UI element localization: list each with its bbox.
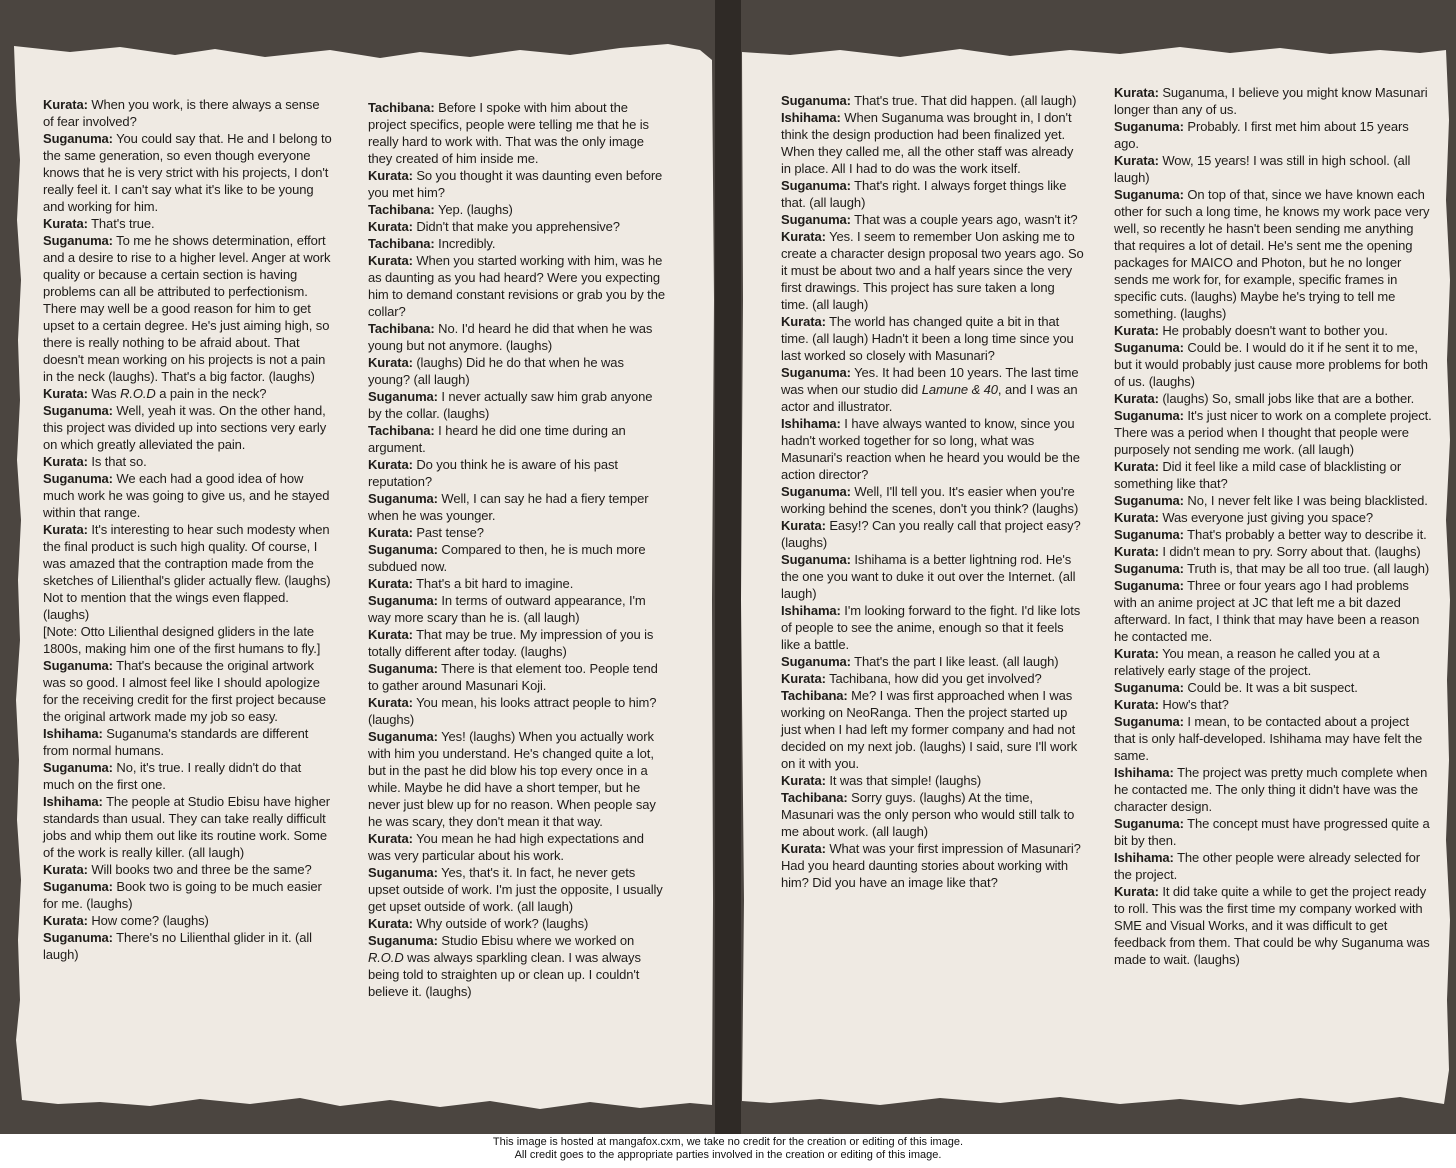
dialogue-text: The world has changed quite a bit in that time. (all laugh) Hadn't it been a long time since you last worked so closely with Masunari? bbox=[781, 314, 1074, 363]
dialogue-line bbox=[43, 215, 333, 232]
speaker-name: Kurata: bbox=[781, 314, 826, 329]
dialogue-line bbox=[368, 490, 665, 524]
speaker-name: Suganuma: bbox=[368, 865, 438, 880]
speaker-name: Kurata: bbox=[368, 219, 413, 234]
speaker-name: Ishihama: bbox=[781, 603, 841, 618]
speaker-name: Ishihama: bbox=[43, 794, 103, 809]
dialogue-text: There is that element too. People tend to gather around Masunari Koji. bbox=[368, 661, 658, 693]
speaker-name: Suganuma: bbox=[781, 552, 851, 567]
speaker-name: Kurata: bbox=[43, 454, 88, 469]
dialogue-line bbox=[781, 211, 1084, 228]
speaker-name: Tachibana: bbox=[781, 790, 848, 805]
dialogue-line bbox=[781, 653, 1084, 670]
dialogue-line bbox=[368, 354, 665, 388]
dialogue-text: Was everyone just giving you space? bbox=[1158, 510, 1373, 525]
dialogue-text: Incredibly. bbox=[434, 236, 496, 251]
dialogue-line bbox=[1114, 696, 1432, 713]
dialogue-text: That may be true. My impression of you is totally different after today. (laughs) bbox=[368, 627, 654, 659]
dialogue-text: Well, I'll tell you. It's easier when you're working behind the scenes, don't you think? (laughs) bbox=[781, 484, 1079, 516]
speaker-name: Kurata: bbox=[43, 913, 88, 928]
left-page-column-1 bbox=[43, 96, 333, 963]
dialogue-line bbox=[781, 789, 1084, 840]
dialogue-line bbox=[43, 929, 333, 963]
dialogue-line bbox=[781, 551, 1084, 602]
dialogue-line bbox=[781, 517, 1084, 551]
credit-line-2: All credit goes to the appropriate parties involved in the creation or editing of this image. bbox=[514, 1149, 942, 1161]
speaker-name: Kurata: bbox=[368, 916, 413, 931]
dialogue-text: You mean, his looks attract people to him? (laughs) bbox=[368, 695, 657, 727]
speaker-name: Kurata: bbox=[1114, 884, 1159, 899]
dialogue-text: Probably. I first met him about 15 years ago. bbox=[1114, 119, 1409, 151]
dialogue-line bbox=[1114, 713, 1432, 764]
speaker-name: Tachibana: bbox=[368, 321, 435, 336]
dialogue-text: No. I'd heard he did that when he was young but not anymore. (laughs) bbox=[368, 321, 653, 353]
dialogue-text: In terms of outward appearance, I'm way more scary than he is. (all laugh) bbox=[368, 593, 646, 625]
speaker-name: Suganuma: bbox=[368, 491, 438, 506]
dialogue-text: Tachibana, how did you get involved? bbox=[825, 671, 1042, 686]
dialogue-text: Book two is going to be much easier for me. (laughs) bbox=[43, 879, 322, 911]
speaker-name: Tachibana: bbox=[368, 202, 435, 217]
dialogue-text: The people at Studio Ebisu have higher standards than usual. They can take really difficult jobs and whip them out like its routine work. Some of the work is really killer. (all laugh) bbox=[43, 794, 330, 860]
dialogue-line bbox=[781, 177, 1084, 211]
dialogue-line bbox=[368, 252, 665, 320]
speaker-name: Suganuma: bbox=[781, 93, 851, 108]
dialogue-text: Easy!? Can you really call that project easy? (laughs) bbox=[781, 518, 1081, 550]
dialogue-line bbox=[1114, 645, 1432, 679]
speaker-name: Suganuma: bbox=[368, 542, 438, 557]
dialogue-line bbox=[781, 772, 1084, 789]
speaker-name: Suganuma: bbox=[43, 658, 113, 673]
speaker-name: Kurata: bbox=[1114, 697, 1159, 712]
speaker-name: Suganuma: bbox=[1114, 561, 1184, 576]
dialogue-line bbox=[368, 201, 665, 218]
dialogue-text: Did it feel like a mild case of blacklisting or something like that? bbox=[1114, 459, 1402, 491]
speaker-name: Ishihama: bbox=[1114, 765, 1174, 780]
dialogue-line bbox=[368, 422, 665, 456]
dialogue-text: No, it's true. I really didn't do that much on the first one. bbox=[43, 760, 302, 792]
speaker-name: Kurata: bbox=[368, 831, 413, 846]
speaker-name: Suganuma: bbox=[368, 389, 438, 404]
dialogue-text: Yes! (laughs) When you actually work with him you understand. He's changed quite a lot, but in the past he did blow his top every once in a while. Maybe he did have a short temper, but he never just blew up for no reason. When people say he was scary, they don't mean it that way. bbox=[368, 729, 656, 829]
dialogue-line bbox=[368, 235, 665, 252]
dialogue-text: That was a couple years ago, wasn't it? bbox=[850, 212, 1078, 227]
dialogue-text: Didn't that make you apprehensive? bbox=[412, 219, 620, 234]
speaker-name: Suganuma: bbox=[781, 212, 851, 227]
speaker-name: Kurata: bbox=[368, 627, 413, 642]
dialogue-line bbox=[43, 130, 333, 215]
dialogue-text: You mean he had high expectations and was very particular about his work. bbox=[368, 831, 644, 863]
right-page-column-2 bbox=[1114, 84, 1432, 968]
speaker-name: Kurata: bbox=[368, 253, 413, 268]
dialogue-text: Compared to then, he is much more subdued now. bbox=[368, 542, 646, 574]
speaker-name: Suganuma: bbox=[781, 484, 851, 499]
dialogue-text: That's right. I always forget things like that. (all laugh) bbox=[781, 178, 1067, 210]
dialogue-line bbox=[781, 670, 1084, 687]
dialogue-text: Why outside of work? (laughs) bbox=[412, 916, 589, 931]
speaker-name: Kurata: bbox=[1114, 323, 1159, 338]
dialogue-text: Wow, 15 years! I was still in high school. (all laugh) bbox=[1114, 153, 1411, 185]
dialogue-line bbox=[781, 364, 1084, 415]
dialogue-line bbox=[368, 592, 665, 626]
dialogue-text: I mean, to be contacted about a project that is only half-developed. Ishihama may have felt the same. bbox=[1114, 714, 1423, 763]
dialogue-line bbox=[781, 483, 1084, 517]
dialogue-text: Well, yeah it was. On the other hand, this project was divided up into sections very early on which greatly alleviated the pain. bbox=[43, 403, 327, 452]
speaker-name: Suganuma: bbox=[781, 654, 851, 669]
speaker-name: Suganuma: bbox=[43, 471, 113, 486]
dialogue-text: How come? (laughs) bbox=[87, 913, 209, 928]
dialogue-line bbox=[781, 602, 1084, 653]
speaker-name: Kurata: bbox=[1114, 510, 1159, 525]
dialogue-line bbox=[1114, 339, 1432, 390]
dialogue-text: Yep. (laughs) bbox=[434, 202, 513, 217]
dialogue-line bbox=[368, 660, 665, 694]
italic-title: R.O.D bbox=[120, 386, 156, 401]
speaker-name: Tachibana: bbox=[781, 688, 848, 703]
dialogue-line bbox=[781, 313, 1084, 364]
right-page-column-1 bbox=[781, 92, 1084, 891]
speaker-name: Kurata: bbox=[781, 671, 826, 686]
dialogue-text: On top of that, since we have known each other for such a long time, he knows my work pace very well, so recently he hasn't been sending me anything that requires a lot of detail. He's sent me the opening packages for MAICO and Photon, but he no longer sends me work for, for example, specific frames in specific cuts. (laughs) Maybe he's trying to tell me something. (laughs) bbox=[1114, 187, 1430, 321]
dialogue-text: It was that simple! (laughs) bbox=[825, 773, 982, 788]
dialogue-text: That's the part I like least. (all laugh) bbox=[850, 654, 1059, 669]
dialogue-text: There's no Lilienthal glider in it. (all laugh) bbox=[43, 930, 312, 962]
dialogue-text-continued: , and I was an actor and illustrator. bbox=[781, 382, 1078, 414]
dialogue-text: I'm looking forward to the fight. I'd like lots of people to see the anime, enough so that it feels like a battle. bbox=[781, 603, 1081, 652]
speaker-name: Kurata: bbox=[368, 576, 413, 591]
dialogue-text: Suganuma, I believe you might know Masunari longer than any of us. bbox=[1114, 85, 1428, 117]
dialogue-line bbox=[781, 109, 1084, 177]
dialogue-line bbox=[368, 830, 665, 864]
dialogue-text: No, I never felt like I was being blacklisted. bbox=[1183, 493, 1428, 508]
speaker-name: Suganuma: bbox=[368, 933, 438, 948]
dialogue-line bbox=[1114, 492, 1432, 509]
dialogue-text: How's that? bbox=[1158, 697, 1229, 712]
dialogue-text: Suganuma's standards are different from normal humans. bbox=[43, 726, 309, 758]
dialogue-line bbox=[368, 320, 665, 354]
dialogue-line bbox=[1114, 526, 1432, 543]
dialogue-line bbox=[781, 687, 1084, 772]
dialogue-text: Past tense? bbox=[412, 525, 484, 540]
dialogue-line bbox=[368, 694, 665, 728]
speaker-name: Suganuma: bbox=[368, 593, 438, 608]
speaker-name: Suganuma: bbox=[1114, 816, 1184, 831]
dialogue-text: That's true. bbox=[87, 216, 155, 231]
speaker-name: Kurata: bbox=[368, 695, 413, 710]
dialogue-text: Before I spoke with him about the project specifics, people were telling me that he is really hard to work with. That was the only image they created of him inside me. bbox=[368, 100, 649, 166]
dialogue-line bbox=[781, 228, 1084, 313]
speaker-name: Suganuma: bbox=[1114, 578, 1184, 593]
dialogue-text: Sorry guys. (laughs) At the time, Masunari was the only person who would still talk to me about work. (all laugh) bbox=[781, 790, 1075, 839]
dialogue-line bbox=[368, 524, 665, 541]
speaker-name: Suganuma: bbox=[1114, 340, 1184, 355]
speaker-name: Tachibana: bbox=[368, 423, 435, 438]
speaker-name: Suganuma: bbox=[781, 365, 851, 380]
dialogue-line bbox=[368, 456, 665, 490]
speaker-name: Ishihama: bbox=[781, 110, 841, 125]
dialogue-line bbox=[43, 232, 333, 385]
speaker-name: Suganuma: bbox=[1114, 714, 1184, 729]
speaker-name: Suganuma: bbox=[368, 661, 438, 676]
speaker-name: Tachibana: bbox=[368, 236, 435, 251]
dialogue-line bbox=[1114, 543, 1432, 560]
dialogue-text: I never actually saw him grab anyone by the collar. (laughs) bbox=[368, 389, 653, 421]
dialogue-text: I heard he did one time during an argument. bbox=[368, 423, 626, 455]
speaker-name: Suganuma: bbox=[43, 760, 113, 775]
dialogue-line bbox=[43, 878, 333, 912]
dialogue-line bbox=[368, 626, 665, 660]
dialogue-line bbox=[43, 385, 333, 402]
spine-gutter bbox=[715, 0, 741, 1134]
dialogue-text: It did take quite a while to get the project ready to roll. This was the first time my company worked with SME and Visual Works, and it was difficult to get feedback from them. That could be why Suganuma was made to wait. (laughs) bbox=[1114, 884, 1430, 967]
dialogue-line bbox=[1114, 679, 1432, 696]
dialogue-text: (laughs) So, small jobs like that are a bother. bbox=[1158, 391, 1415, 406]
speaker-name: Kurata: bbox=[781, 841, 826, 856]
speaker-name: Kurata: bbox=[781, 773, 826, 788]
speaker-name: Suganuma: bbox=[43, 403, 113, 418]
dialogue-text: Studio Ebisu where we worked on bbox=[437, 933, 635, 948]
speaker-name: Kurata: bbox=[1114, 85, 1159, 100]
speaker-name: Kurata: bbox=[368, 525, 413, 540]
dialogue-text: Yes, that's it. In fact, he never gets upset outside of work. I'm just the opposite, I usually get upset outside of work. (all laugh) bbox=[368, 865, 663, 914]
dialogue-text: When you work, is there always a sense of fear involved? bbox=[43, 97, 320, 129]
dialogue-text: Me? I was first approached when I was working on NeoRanga. Then the project started up just when I had left my former company and had not decided on my next job. (laughs) I said, sure I'll work on it with you. bbox=[781, 688, 1078, 771]
speaker-name: Kurata: bbox=[368, 168, 413, 183]
dialogue-text: You mean, a reason he called you at a relatively early stage of the project. bbox=[1114, 646, 1380, 678]
dialogue-line bbox=[368, 218, 665, 235]
speaker-name: Kurata: bbox=[368, 355, 413, 370]
dialogue-text: When you started working with him, was he as daunting as you had heard? Were you expecting him to demand constant revisions or grab you by the collar? bbox=[368, 253, 665, 319]
dialogue-line bbox=[1114, 186, 1432, 322]
dialogue-text: Three or four years ago I had problems with an anime project at JC that left me a bit dazed afterward. In fact, I think that may have been a reason he contacted me. bbox=[1114, 578, 1420, 644]
dialogue-text: I didn't mean to pry. Sorry about that. (laughs) bbox=[1158, 544, 1421, 559]
dialogue-text: Truth is, that may be all too true. (all laugh) bbox=[1183, 561, 1430, 576]
speaker-name: Ishihama: bbox=[781, 416, 841, 431]
dialogue-line bbox=[368, 932, 665, 1000]
dialogue-line bbox=[43, 453, 333, 470]
dialogue-text: Is that so. bbox=[87, 454, 147, 469]
speaker-name: Kurata: bbox=[1114, 646, 1159, 661]
speaker-name: Suganuma: bbox=[1114, 493, 1184, 508]
speaker-name: Kurata: bbox=[1114, 459, 1159, 474]
speaker-name: Suganuma: bbox=[1114, 527, 1184, 542]
dialogue-line bbox=[368, 541, 665, 575]
dialogue-line bbox=[368, 99, 665, 167]
dialogue-text: Yes. It had been 10 years. The last time was when our studio did bbox=[781, 365, 1079, 397]
dialogue-text: [Note: Otto Lilienthal designed gliders in the late 1800s, making him one of the first humans to fly.] bbox=[43, 624, 321, 656]
speaker-name: Suganuma: bbox=[1114, 408, 1184, 423]
speaker-name: Kurata: bbox=[1114, 391, 1159, 406]
dialogue-line bbox=[43, 725, 333, 759]
dialogue-line bbox=[43, 759, 333, 793]
dialogue-text-continued: was always sparkling clean. I was always being told to straighten up or clean up. I couldn't believe it. (laughs) bbox=[368, 950, 641, 999]
dialogue-line bbox=[43, 470, 333, 521]
dialogue-line bbox=[368, 864, 665, 915]
dialogue-text: I have always wanted to know, since you hadn't worked together for so long, what was Masunari's reaction when he heard you would be the action director? bbox=[781, 416, 1080, 482]
dialogue-line bbox=[43, 623, 333, 657]
dialogue-line bbox=[43, 402, 333, 453]
dialogue-text: So you thought it was daunting even before you met him? bbox=[368, 168, 663, 200]
speaker-name: Kurata: bbox=[781, 229, 826, 244]
dialogue-line bbox=[1114, 509, 1432, 526]
dialogue-line bbox=[43, 861, 333, 878]
dialogue-line bbox=[368, 167, 665, 201]
dialogue-text: The other people were already selected for the project. bbox=[1114, 850, 1421, 882]
dialogue-text: It's interesting to hear such modesty when the final product is such high quality. Of course, I was amazed that the contraption made from the sketches of Lilienthal's glider actually flew. (laughs) Not to mention that the wings even flapped. (laughs) bbox=[43, 522, 331, 622]
speaker-name: Kurata: bbox=[43, 97, 88, 112]
speaker-name: Kurata: bbox=[43, 216, 88, 231]
speaker-name: Kurata: bbox=[43, 522, 88, 537]
dialogue-text: Well, I can say he had a fiery temper when he was younger. bbox=[368, 491, 649, 523]
speaker-name: Kurata: bbox=[1114, 544, 1159, 559]
dialogue-text: That's a bit hard to imagine. bbox=[412, 576, 574, 591]
speaker-name: Kurata: bbox=[1114, 153, 1159, 168]
speaker-name: Suganuma: bbox=[43, 879, 113, 894]
dialogue-line bbox=[43, 793, 333, 861]
dialogue-line bbox=[1114, 152, 1432, 186]
dialogue-text: The project was pretty much complete when he contacted me. The only thing it didn't have was the character design. bbox=[1114, 765, 1428, 814]
dialogue-text: That's true. That did happen. (all laugh) bbox=[850, 93, 1077, 108]
dialogue-line bbox=[368, 728, 665, 830]
dialogue-line bbox=[368, 915, 665, 932]
dialogue-line bbox=[1114, 577, 1432, 645]
italic-title: Lamune & 40 bbox=[921, 382, 998, 397]
credit-line-1: This image is hosted at mangafox.cxm, we take no credit for the creation or editing of this image. bbox=[492, 1136, 964, 1148]
dialogue-line bbox=[43, 912, 333, 929]
speaker-name: Suganuma: bbox=[368, 729, 438, 744]
speaker-name: Suganuma: bbox=[1114, 680, 1184, 695]
dialogue-line bbox=[1114, 560, 1432, 577]
dialogue-line bbox=[1114, 764, 1432, 815]
dialogue-text: When Suganuma was brought in, I don't think the design production had been finalized yet. When they called me, all the other staff was already in place. All I had to do was the work itself. bbox=[781, 110, 1074, 176]
dialogue-text: Ishihama is a better lightning rod. He's the one you want to duke it out over the Internet. (all laugh) bbox=[781, 552, 1076, 601]
hosting-credit bbox=[0, 1136, 1456, 1162]
dialogue-line bbox=[1114, 84, 1432, 118]
dialogue-line bbox=[1114, 849, 1432, 883]
dialogue-line bbox=[43, 96, 333, 130]
speaker-name: Kurata: bbox=[368, 457, 413, 472]
speaker-name: Kurata: bbox=[781, 518, 826, 533]
dialogue-line bbox=[1114, 118, 1432, 152]
dialogue-line bbox=[43, 521, 333, 623]
dialogue-line bbox=[781, 415, 1084, 483]
dialogue-text: The concept must have progressed quite a bit by then. bbox=[1114, 816, 1430, 848]
dialogue-text: Was bbox=[87, 386, 121, 401]
speaker-name: Suganuma: bbox=[1114, 119, 1184, 134]
dialogue-line bbox=[43, 657, 333, 725]
dialogue-text: Could be. It was a bit suspect. bbox=[1183, 680, 1358, 695]
dialogue-text: You could say that. He and I belong to the same generation, so even though everyone knows that he is very strict with his projects, I don't really feel it. I can't say what it's like to be young and working for him. bbox=[43, 131, 332, 214]
dialogue-line bbox=[1114, 407, 1432, 458]
dialogue-line bbox=[1114, 322, 1432, 339]
left-page-column-2 bbox=[368, 99, 665, 1000]
dialogue-line bbox=[1114, 458, 1432, 492]
dialogue-line bbox=[1114, 883, 1432, 968]
dialogue-text: We each had a good idea of how much work he was going to give us, and he stayed within that range. bbox=[43, 471, 330, 520]
speaker-name: Suganuma: bbox=[43, 131, 113, 146]
dialogue-text: That's because the original artwork was so good. I almost feel like I should apologize for the receiving credit for the first project because the original artwork made my job so easy. bbox=[43, 658, 326, 724]
speaker-name: Ishihama: bbox=[1114, 850, 1174, 865]
dialogue-line bbox=[781, 92, 1084, 109]
dialogue-text: Will books two and three be the same? bbox=[87, 862, 312, 877]
speaker-name: Suganuma: bbox=[781, 178, 851, 193]
speaker-name: Tachibana: bbox=[368, 100, 435, 115]
dialogue-line bbox=[781, 840, 1084, 891]
dialogue-text: He probably doesn't want to bother you. bbox=[1158, 323, 1388, 338]
dialogue-text: Do you think he is aware of his past reputation? bbox=[368, 457, 618, 489]
dialogue-line bbox=[1114, 815, 1432, 849]
dialogue-text: Could be. I would do it if he sent it to me, but it would probably just cause more problems for both of us. (laughs) bbox=[1114, 340, 1428, 389]
dialogue-text: Yes. I seem to remember Uon asking me to create a character design proposal two years ago. So it must be about two and a half years since the very first drawings. This project has sure taken a long time. (all laugh) bbox=[781, 229, 1084, 312]
dialogue-line bbox=[368, 388, 665, 422]
speaker-name: Kurata: bbox=[43, 386, 88, 401]
dialogue-text: To me he shows determination, effort and a desire to rise to a higher level. Anger at work quality or because a certain section is having problems can all be attributed to perfectionism. There may well be a good reason for him to get upset to a certain degree. He's just aiming high, so there is really nothing to be afraid about. That doesn't mean working on his projects is not a pain in the neck (laughs). That's a big factor. (laughs) bbox=[43, 233, 331, 384]
dialogue-text-continued: a pain in the neck? bbox=[155, 386, 267, 401]
speaker-name: Suganuma: bbox=[43, 233, 113, 248]
speaker-name: Suganuma: bbox=[1114, 187, 1184, 202]
dialogue-text: It's just nicer to work on a complete project. There was a period when I thought that people were purposely not sending me work. (all laugh) bbox=[1114, 408, 1432, 457]
dialogue-text: What was your first impression of Masunari? Had you heard daunting stories about working with him? Did you have an image like that? bbox=[781, 841, 1081, 890]
speaker-name: Ishihama: bbox=[43, 726, 103, 741]
speaker-name: Kurata: bbox=[43, 862, 88, 877]
speaker-name: Suganuma: bbox=[43, 930, 113, 945]
dialogue-text: (laughs) Did he do that when he was young? (all laugh) bbox=[368, 355, 624, 387]
dialogue-line bbox=[368, 575, 665, 592]
dialogue-text: That's probably a better way to describe it. bbox=[1183, 527, 1427, 542]
italic-title: R.O.D bbox=[368, 950, 404, 965]
dialogue-line bbox=[1114, 390, 1432, 407]
